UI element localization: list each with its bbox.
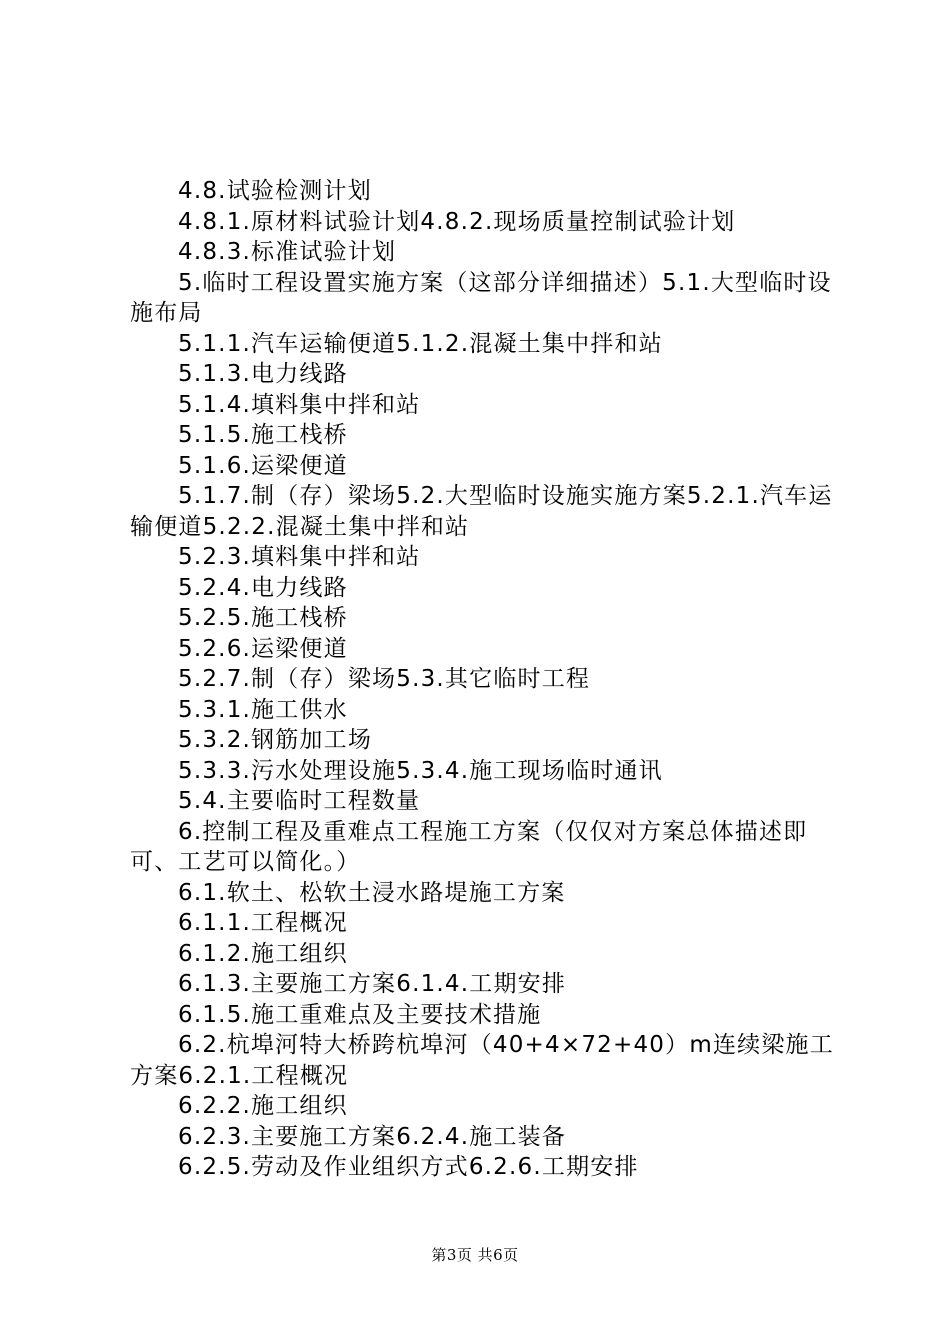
paragraph: 6.1.2.施工组织 [178, 940, 348, 967]
paragraph: 5.3.2.钢筋加工场 [178, 727, 373, 753]
paragraph: 5.2.6.运梁便道 [178, 635, 348, 662]
paragraph: 6.1.3.主要施工方案6.1.4.工期安排 [178, 971, 567, 997]
paragraph: 5.1.7.制（存）梁场5.2.大型临时设施实施方案5.2.1.汽车运输便道5.2.2.混凝土集中拌和站 [130, 483, 833, 540]
paragraph: 6.2.2.施工组织 [178, 1093, 348, 1119]
paragraph: 5.2.3.填料集中拌和站 [178, 544, 421, 570]
document-body [130, 176, 835, 1183]
paragraph: 6.1.1.工程概况 [178, 910, 348, 936]
paragraph: 6.控制工程及重难点工程施工方案（仅仅对方案总体描述即可、工艺可以简化。） [130, 818, 808, 875]
paragraph: 5.3.1.施工供水 [178, 696, 348, 723]
paragraph: 5.2.7.制（存）梁场5.3.其它临时工程 [178, 666, 591, 692]
paragraph: 5.4.主要临时工程数量 [178, 788, 421, 814]
paragraph: 4.8.3.标准试验计划 [178, 239, 397, 265]
paragraph: 6.1.5.施工重难点及主要技术措施 [178, 1001, 542, 1028]
paragraph: 6.1.软土、松软土浸水路堤施工方案 [178, 879, 566, 906]
paragraph: 6.2.3.主要施工方案6.2.4.施工装备 [178, 1123, 567, 1150]
paragraph: 5.2.5.施工栈桥 [178, 605, 348, 631]
paragraph: 6.2.杭埠河特大桥跨杭埠河（40+4×72+40）m连续梁施工方案6.2.1.工程概况 [130, 1032, 834, 1089]
paragraph: 5.1.4.填料集中拌和站 [178, 391, 421, 418]
paragraph: 4.8.试验检测计划 [178, 178, 372, 204]
paragraph: 5.2.4.电力线路 [178, 574, 348, 601]
paragraph: 5.1.1.汽车运输便道5.1.2.混凝土集中拌和站 [178, 330, 663, 357]
paragraph: 4.8.1.原材料试验计划4.8.2.现场质量控制试验计划 [178, 208, 736, 235]
paragraph: 5.1.5.施工栈桥 [178, 422, 348, 448]
paragraph: 5.3.3.污水处理设施5.3.4.施工现场临时通讯 [178, 757, 663, 784]
paragraph: 5.1.6.运梁便道 [178, 452, 348, 479]
page-footer: 第3页 共6页 [431, 1246, 519, 1264]
paragraph: 5.临时工程设置实施方案（这部分详细描述）5.1.大型临时设施布局 [130, 269, 832, 326]
paragraph: 6.2.5.劳动及作业组织方式6.2.6.工期安排 [178, 1154, 639, 1180]
paragraph: 5.1.3.电力线路 [178, 361, 348, 387]
